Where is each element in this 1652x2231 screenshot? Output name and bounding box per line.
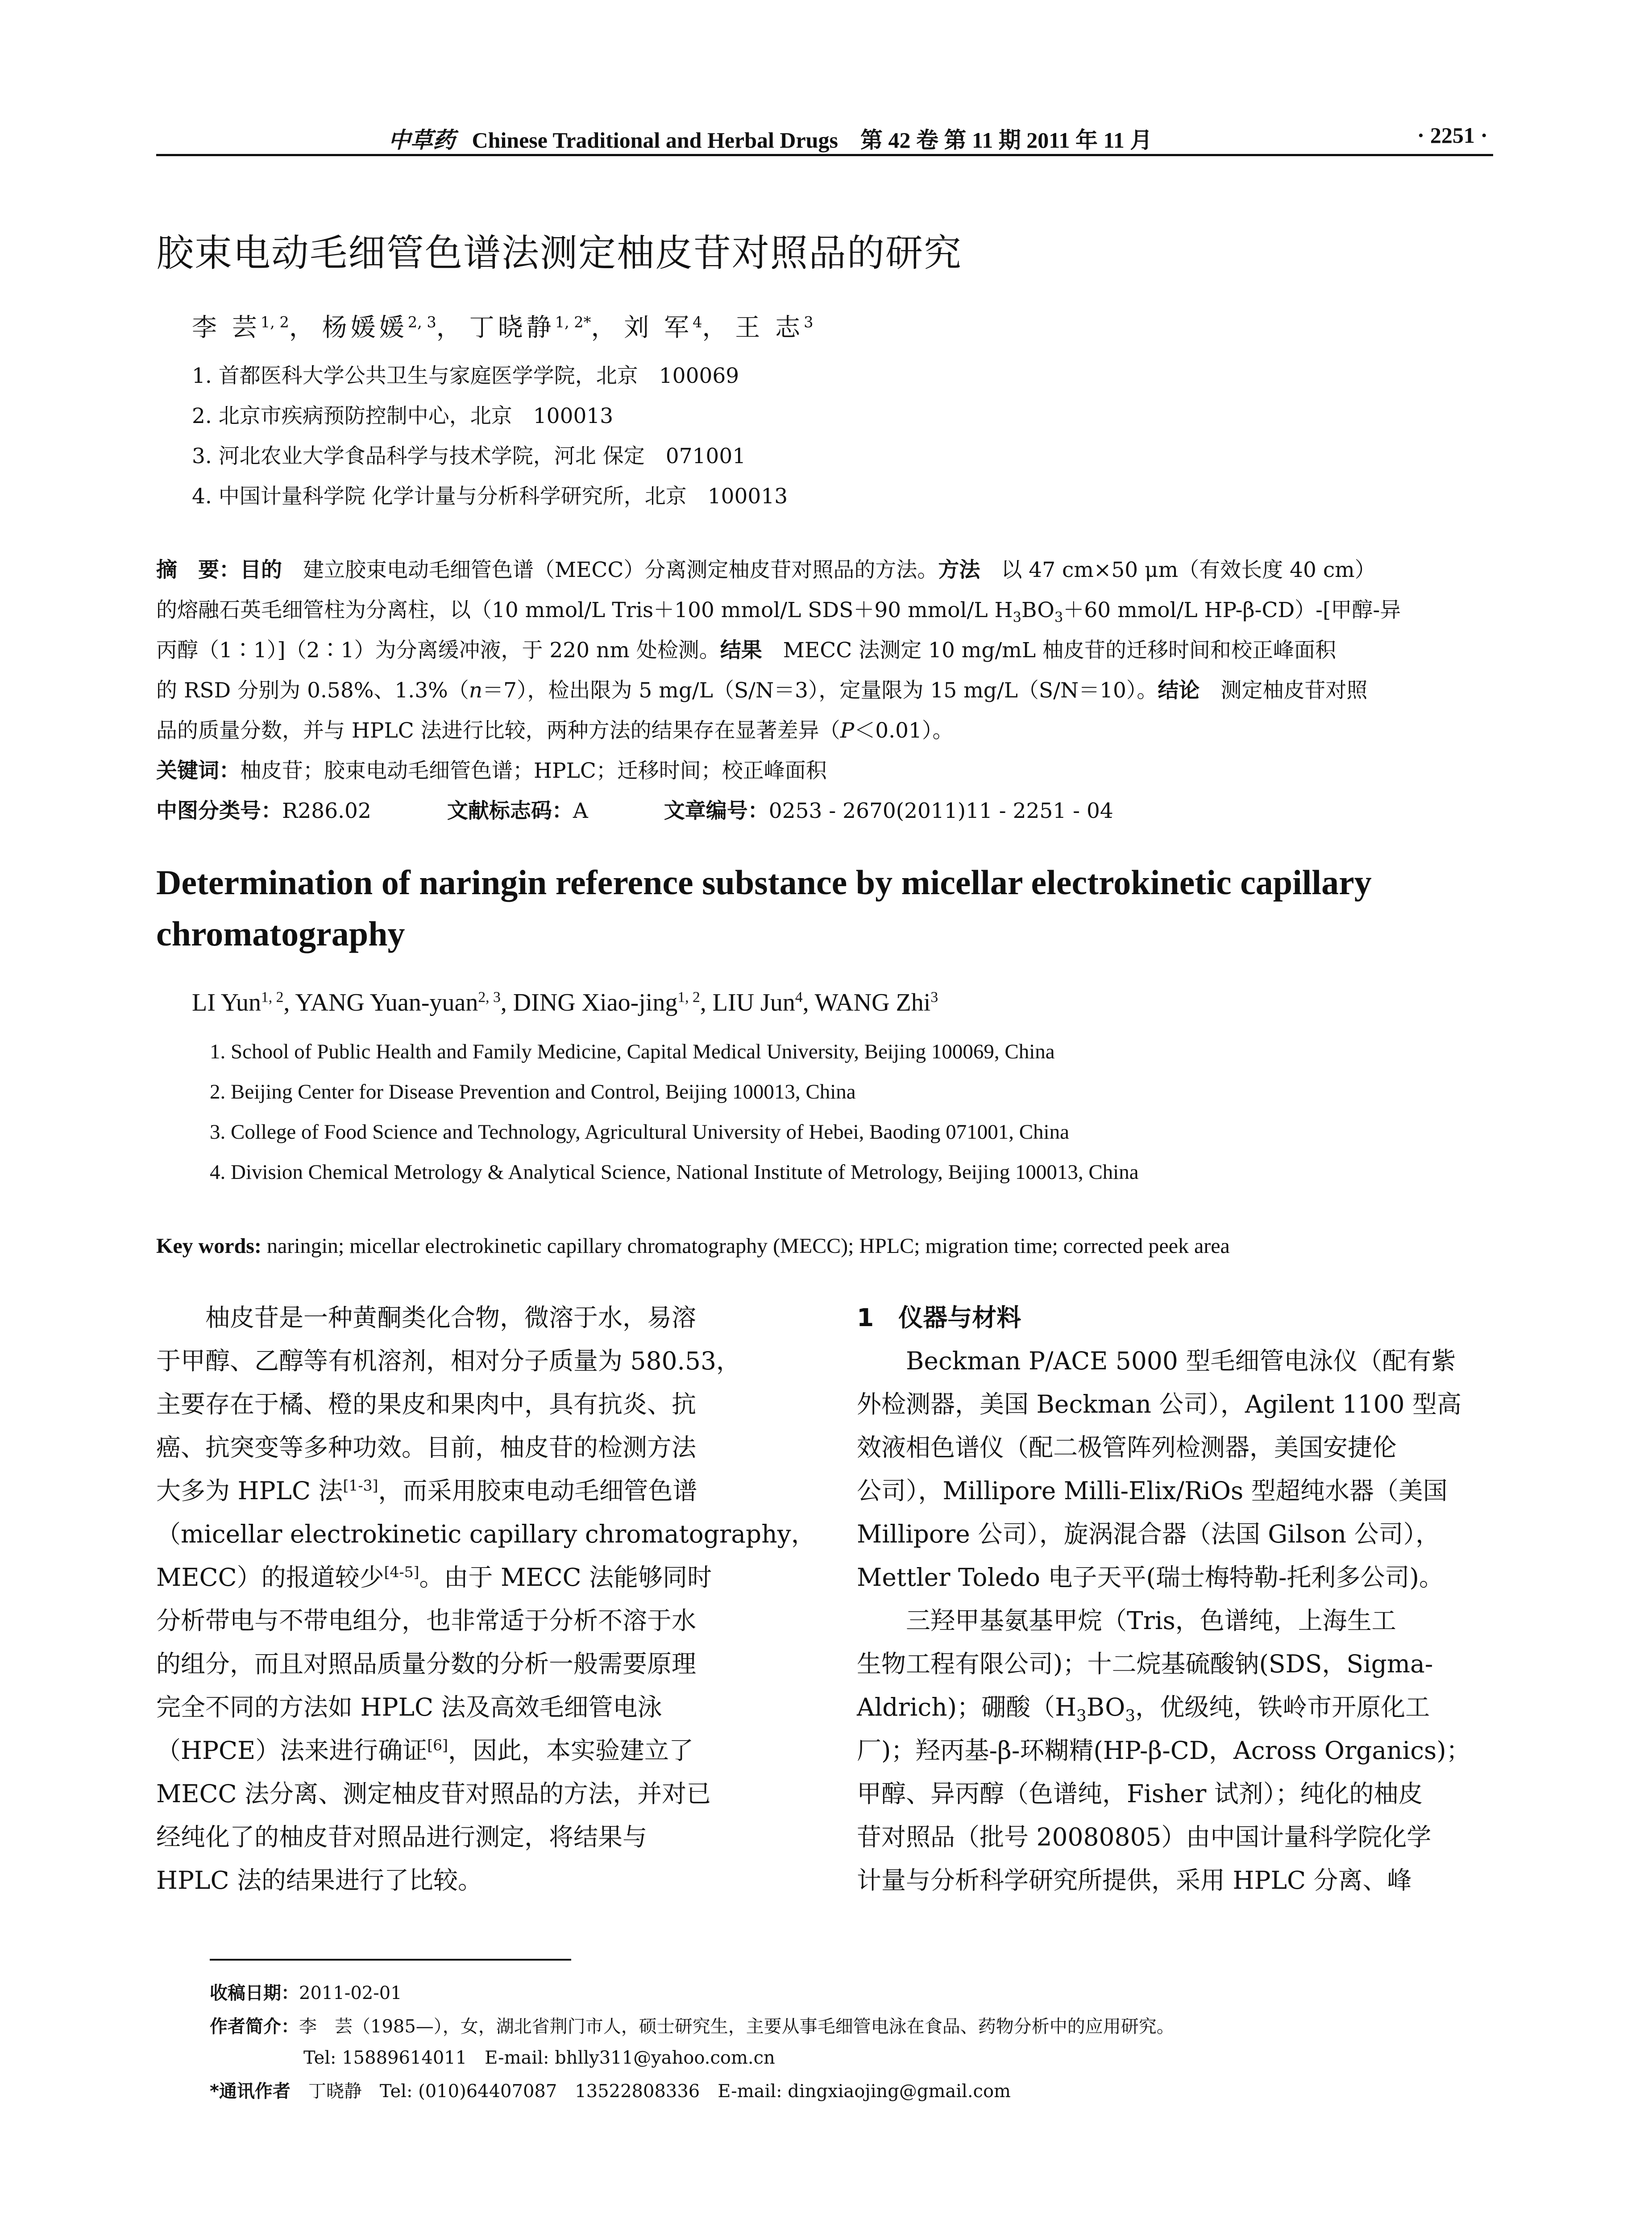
author-affiliation-sup: 3 [930, 989, 938, 1006]
body-line: （micellar electrokinetic capillary chromatography， [156, 1520, 816, 1548]
result-label: 结果 [720, 638, 762, 663]
abstract-label: 摘 要： [156, 558, 240, 582]
bio-label: 作者简介： [210, 2016, 299, 2037]
author-affiliation-sup: 1, 2 [260, 313, 289, 331]
body-line [156, 1469, 697, 1513]
subscript: 3 [1013, 610, 1021, 626]
footnote-corresponding [210, 2077, 1011, 2102]
body-text: ，而采用胶束电动毛细管色谱 [378, 1476, 697, 1505]
body-line: 三羟甲基氨基甲烷（Tris，色谱纯，上海生工 [857, 1606, 1396, 1635]
body-line: 效液相色谱仪（配二极管阵列检测器，美国安捷伦 [857, 1433, 1397, 1462]
body-line: MECC 法分离、测定柚皮苷对照品的方法，并对已 [156, 1779, 711, 1808]
journal-line [388, 122, 1152, 154]
author-affiliation-sup: 1, 2 [261, 989, 284, 1006]
body-line: 经纯化了的柚皮苷对照品进行测定，将结果与 [156, 1823, 648, 1851]
authors-cn: 李 芸$^{1, 2}$， 杨媛媛$^{2, 3}$， 丁晓静$^{1, 2*}$， 刘 军$^4$， 王 志$^3$ [192, 313, 814, 342]
affiliation-cn: 3. 河北农业大学食品科学与技术学院，河北 保定 071001 [192, 444, 746, 469]
authors-en: LI Yun$^{1, 2}$, YANG Yuan-yuan$^{2, 3}$, DING Xiao-jing$^{1, 2}$, LIU Jun$^4$, WANG Zhi$^3$ [192, 989, 938, 1016]
volume-issue: 第 42 卷 第 11 期 2011 年 11 月 [860, 128, 1153, 153]
body-text: ，因此，本实验建立了 [448, 1736, 693, 1765]
footnote-received [210, 1979, 402, 2004]
abstract-text: ＝7），检出限为 5 mg/L（S/N＝3），定量限为 15 mg/L（S/N＝10）。 [482, 678, 1158, 703]
bio-text: 李 芸（1985—），女，湖北省荆门市人，硕士研究生，主要从事毛细管电泳在食品、药物分析中的应用研究。 [299, 2016, 1175, 2037]
body-line: HPLC 法的结果进行了比较。 [156, 1866, 483, 1895]
body-text: 。由于 MECC 法能够同时 [419, 1563, 712, 1592]
body-line: 计量与分析科学研究所提供，采用 HPLC 分离、峰 [857, 1866, 1412, 1895]
section-heading: 1 仪器与材料 [857, 1303, 1021, 1332]
abstract-text: 以 47 cm×50 μm（有效长度 40 cm） [980, 558, 1376, 582]
body-text: （HPCE）法来进行确证 [156, 1736, 428, 1765]
title-en: Determination of naringin reference substance by micellar electrokinetic capillary chromatography [156, 863, 1372, 953]
conclusion-label: 结论 [1158, 678, 1200, 703]
author-en: LI Yun [192, 989, 261, 1016]
abstract-cn-line [156, 634, 1336, 663]
clc-code: R286.02 [282, 799, 371, 823]
author-en: DING Xiao-jing [513, 989, 678, 1016]
author-en: LIU Jun [712, 989, 795, 1016]
keywords-cn-label: 关键词： [156, 759, 240, 783]
body-line: 公司），Millipore Milli-Elix/RiOs 型超纯水器（美国 [857, 1476, 1448, 1505]
author-cn: 李 芸 [192, 313, 261, 342]
doc-code-label: 文献标志码： [447, 799, 573, 823]
author-affiliation-sup: 3 [804, 313, 814, 331]
classification-line [156, 794, 1113, 824]
abstract-text: BO [1021, 598, 1054, 622]
affiliation-en: 4. Division Chemical Metrology & Analytical Science, National Institute of Metrology, Beijing 100013, China [210, 1161, 1139, 1184]
abstract-text: ＋60 mmol/L HP-β-CD）-[甲醇-异 [1063, 598, 1401, 622]
footnote-bio-contact: Tel: 15889614011 E-mail: bhlly311@yahoo.com.cn [303, 2048, 775, 2068]
author-affiliation-sup: 4 [693, 313, 702, 331]
author-cn: 杨媛媛 [322, 313, 408, 342]
body-text: Aldrich)；硼酸（H [857, 1693, 1077, 1721]
received-label: 收稿日期： [210, 1983, 299, 2003]
keywords-en-label: Key words: [156, 1234, 261, 1258]
abstract-cn-line [156, 593, 1401, 626]
body-line: 苷对照品（批号 20080805）由中国计量科学院化学 [857, 1823, 1432, 1851]
author-cn: 丁晓静 [469, 313, 555, 342]
keywords-en [156, 1234, 1230, 1258]
body-line: Beckman P/ACE 5000 型毛细管电泳仪（配有紫 [857, 1347, 1456, 1375]
footnote-bio [210, 2012, 1175, 2038]
method-label: 方法 [938, 558, 980, 582]
author-en: YANG Yuan-yuan [295, 989, 478, 1016]
abstract-text: P [840, 718, 855, 743]
body-line: 厂)；羟丙基-β-环糊精(HP-β-CD，Across Organics)； [857, 1736, 1471, 1765]
body-line: 分析带电与不带电组分，也非常适于分析不溶于水 [156, 1606, 697, 1635]
abstract-text: 品的质量分数，并与 HPLC 法进行比较，两种方法的结果存在显著差异（ [156, 718, 840, 743]
journal-name-en: Chinese Traditional and Herbal Drugs [472, 128, 838, 153]
abstract-text: ＜0.01）。 [854, 718, 954, 743]
page-number: · 2251 · [1417, 123, 1488, 148]
author-en: WANG Zhi [814, 989, 931, 1016]
affiliation-en: 3. College of Food Science and Technology, Agricultural University of Hebei, Baoding 071001, China [210, 1120, 1069, 1144]
author-affiliation-sup: 1, 2 [677, 989, 700, 1006]
body-text: BO [1086, 1693, 1125, 1721]
body-line: 甲醇、异丙醇（色谱纯，Fisher 试剂）；纯化的柚皮 [857, 1779, 1423, 1808]
article-number: 0253 - 2670(2011)11 - 2251 - 04 [768, 799, 1113, 823]
body-line: 的组分，而且对照品质量分数的分析一般需要原理 [156, 1650, 697, 1678]
body-line: 柚皮苷是一种黄酮类化合物，微溶于水，易溶 [156, 1303, 697, 1332]
citation-ref: [6] [427, 1736, 448, 1754]
title-cn: 胶束电动毛细管色谱法测定柚皮苷对照品的研究 [156, 231, 963, 275]
body-text: 大多为 HPLC 法 [156, 1476, 343, 1505]
affiliation-cn: 1. 首都医科大学公共卫生与家庭医学学院，北京 100069 [192, 364, 739, 388]
author-cn: 刘 军 [624, 313, 693, 342]
footnote-rule [210, 1959, 571, 1961]
abstract-cn-line [156, 553, 1376, 583]
body-line [857, 1686, 1430, 1729]
body-line: 生物工程有限公司)；十二烷基硫酸钠(SDS，Sigma- [857, 1650, 1433, 1678]
author-affiliation-sup: 2, 3 [478, 989, 501, 1006]
citation-ref: [1-3] [343, 1476, 378, 1494]
abstract-text: MECC 法测定 10 mg/mL 柚皮苷的迁移时间和校正峰面积 [762, 638, 1337, 663]
abstract-text: 的 RSD 分别为 0.58%、1.3%（ [156, 678, 469, 703]
affiliation-en: 1. School of Public Health and Family Medicine, Capital Medical University, Beijing 100069, China [210, 1040, 1055, 1063]
subscript: 3 [1125, 1707, 1136, 1725]
abstract-text: 丙醇（1∶1）]（2∶1）为分离缓冲液，于 220 nm 处检测。 [156, 638, 720, 663]
body-text: ，优级纯，铁岭市开原化工 [1135, 1693, 1430, 1721]
affiliation-en: 2. Beijing Center for Disease Prevention and Control, Beijing 100013, China [210, 1080, 856, 1103]
keywords-cn-text: 柚皮苷；胶束电动毛细管色谱；HPLC；迁移时间；校正峰面积 [240, 759, 827, 783]
received-date: 2011-02-01 [299, 1983, 402, 2003]
affiliation-cn: 2. 北京市疾病预防控制中心，北京 100013 [192, 404, 614, 428]
abstract-text: 建立胶束电动毛细管色谱（MECC）分离测定柚皮苷对照品的方法。 [282, 558, 938, 582]
subscript: 3 [1054, 610, 1063, 626]
body-line: 完全不同的方法如 HPLC 法及高效毛细管电泳 [156, 1693, 662, 1721]
affiliation-cn: 4. 中国计量科学院 化学计量与分析科学研究所，北京 100013 [192, 484, 788, 509]
body-line [156, 1729, 693, 1772]
author-affiliation-sup: 2, 3 [407, 313, 436, 331]
journal-name-cn: 中草药 [388, 127, 455, 153]
article-number-label: 文章编号： [664, 799, 769, 823]
author-cn: 王 志 [735, 313, 804, 342]
author-affiliation-sup: 4 [795, 989, 803, 1006]
keywords-cn [156, 754, 827, 784]
abstract-cn-line [156, 714, 953, 744]
objective-label: 目的 [240, 558, 282, 582]
body-line [156, 1556, 712, 1599]
subscript: 3 [1076, 1707, 1087, 1725]
corresponding-text: 丁晓静 Tel: (010)64407087 13522808336 E-mail: dingxiaojing@gmail.com [290, 2081, 1011, 2102]
running-header [156, 119, 1493, 154]
body-line: 于甲醇、乙醇等有机溶剂，相对分子质量为 580.53， [156, 1347, 741, 1375]
clc-label: 中图分类号： [156, 799, 282, 823]
abstract-text: n [469, 678, 483, 703]
abstract-text: 测定柚皮苷对照 [1200, 678, 1368, 703]
body-line: 癌、抗突变等多种功效。目前，柚皮苷的检测方法 [156, 1433, 697, 1462]
abstract-text: 的熔融石英毛细管柱为分离柱，以（10 mmol/L Tris＋100 mmol/L SDS＋90 mmol/L H [156, 598, 1013, 622]
header-rule [156, 154, 1493, 156]
citation-ref: [4-5] [384, 1563, 419, 1581]
author-affiliation-sup: 1, 2* [555, 313, 591, 331]
abstract-cn-line [156, 674, 1367, 704]
keywords-en-text: naringin; micellar electrokinetic capillary chromatography (MECC); HPLC; migration time; corrected peek area [261, 1234, 1230, 1258]
corresponding-label: *通讯作者 [210, 2081, 291, 2102]
body-line: Millipore 公司），旋涡混合器（法国 Gilson 公司）， [857, 1520, 1440, 1548]
body-text: MECC）的报道较少 [156, 1563, 384, 1592]
body-line: 外检测器，美国 Beckman 公司），Agilent 1100 型高 [857, 1390, 1462, 1418]
doc-code: A [573, 799, 588, 823]
body-line: Mettler Toledo 电子天平(瑞士梅特勒-托利多公司)。 [857, 1563, 1444, 1592]
body-line: 主要存在于橘、橙的果皮和果肉中，具有抗炎、抗 [156, 1390, 697, 1418]
